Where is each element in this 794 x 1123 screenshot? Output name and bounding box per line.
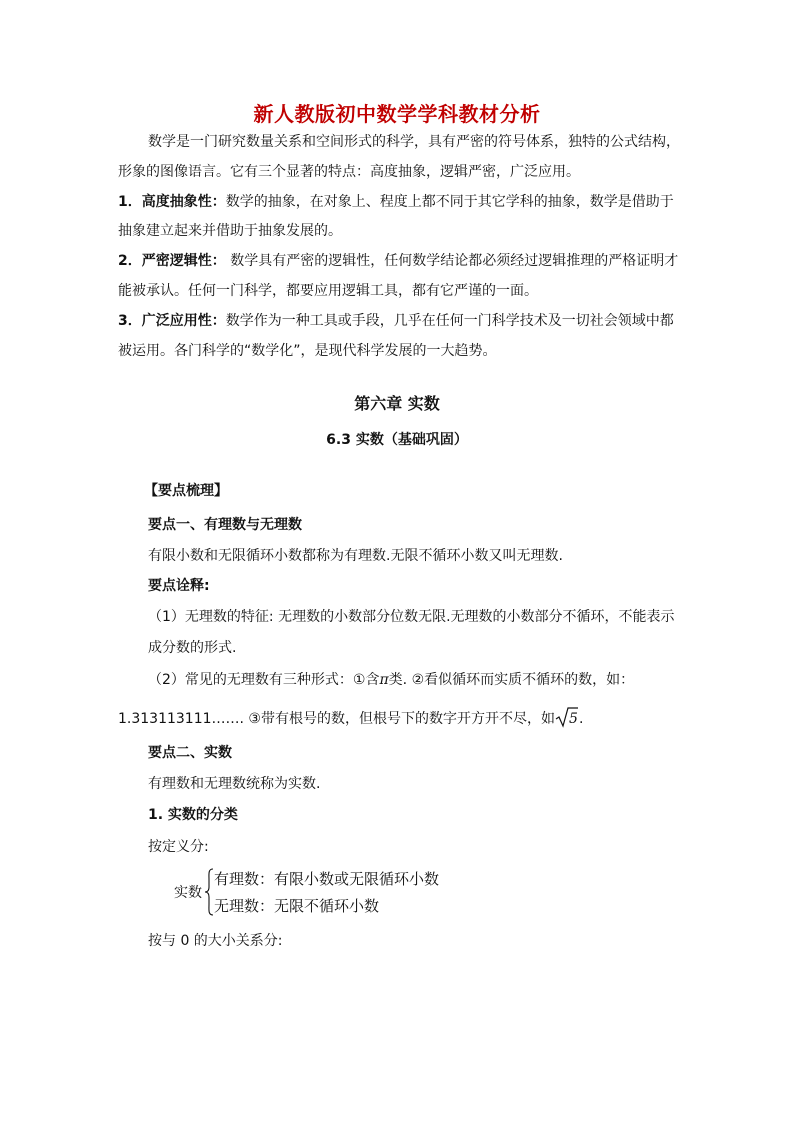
by-definition-label: 按定义分: — [148, 839, 209, 855]
point-1-text: 有限小数和无限循环小数都称为有理数.无限不循环小数又叫无理数. — [148, 548, 563, 564]
by-zero-label: 按与 0 的大小关系分: — [148, 933, 283, 949]
intro-line-1: 数学是一门研究数量关系和空间形式的科学，具有严密的符号体系，独特的公式结构， — [148, 134, 680, 150]
chapter-title: 第六章 实数 — [354, 394, 440, 413]
explain-2-text-c: 1.313113111……. ③带有根号的数，但根号下的数字开方开不尽，如 — [118, 711, 555, 727]
explain-2-end: . — [578, 711, 584, 727]
brace-row-irrational: 无理数：无限不循环小数 — [214, 897, 380, 915]
explain-2-line-1 — [148, 670, 634, 690]
explain-2-text-b: 类. ②看似循环而实质不循环的数，如： — [388, 672, 635, 688]
classification-brace — [174, 866, 494, 920]
document-title: 新人教版初中数学学科教材分析 — [253, 102, 541, 126]
feature-1 — [118, 192, 674, 212]
feature-3-text: 数学作为一种工具或手段，几乎在任何一门科学技术及一切社会领域中都 — [225, 313, 674, 329]
sqrt-expression — [555, 706, 579, 729]
feature-2-cont: 能被承认。任何一门科学，都要应用逻辑工具，都有它严谨的一面。 — [118, 283, 538, 299]
feature-3-cont: 被运用。各门科学的“数学化”，是现代科学发展的一大趋势。 — [118, 343, 497, 359]
left-brace-icon — [204, 868, 214, 916]
key-points-heading: 【要点梳理】 — [144, 483, 228, 499]
feature-3-label: 3．广泛应用性： — [118, 313, 226, 329]
feature-3 — [118, 311, 674, 331]
feature-1-text: 数学的抽象，在对象上、程度上都不同于其它学科的抽象，数学是借助于 — [225, 194, 674, 210]
explain-1-line-2: 成分数的形式. — [148, 640, 237, 656]
sqrt-radicand: 5 — [568, 711, 578, 727]
feature-2-text: 数学具有严密的逻辑性，任何数学结论都必须经过逻辑推理的严格证明才 — [225, 253, 679, 269]
point-1-title: 要点一、有理数与无理数 — [148, 517, 302, 533]
pi-symbol: π — [379, 672, 389, 688]
explain-title: 要点诠释: — [148, 578, 210, 594]
section-title: 6.3 实数（基础巩固） — [326, 432, 468, 448]
intro-line-2: 形象的图像语言。它有三个显著的特点：高度抽象，逻辑严密，广泛应用。 — [118, 164, 580, 180]
feature-2-label: 2．严密逻辑性： — [118, 253, 226, 269]
explain-2-line-2 — [118, 706, 583, 729]
point-2-text: 有理数和无理数统称为实数. — [148, 776, 321, 792]
radical-sign-icon — [555, 706, 579, 728]
classification-title: 1. 实数的分类 — [148, 807, 238, 823]
point-2-title: 要点二、实数 — [148, 745, 232, 761]
explain-1-line-1: （1）无理数的特征: 无理数的小数部分位数无限.无理数的小数部分不循环，不能表示 — [148, 609, 675, 625]
explain-2-text-a: （2）常见的无理数有三种形式：①含 — [148, 672, 380, 688]
brace-row-rational: 有理数：有限小数或无限循环小数 — [214, 870, 440, 888]
feature-2 — [118, 251, 678, 271]
feature-1-label: 1．高度抽象性： — [118, 194, 226, 210]
feature-1-cont: 抽象建立起来并借助于抽象发展的。 — [118, 223, 342, 239]
brace-label: 实数 — [174, 885, 202, 901]
